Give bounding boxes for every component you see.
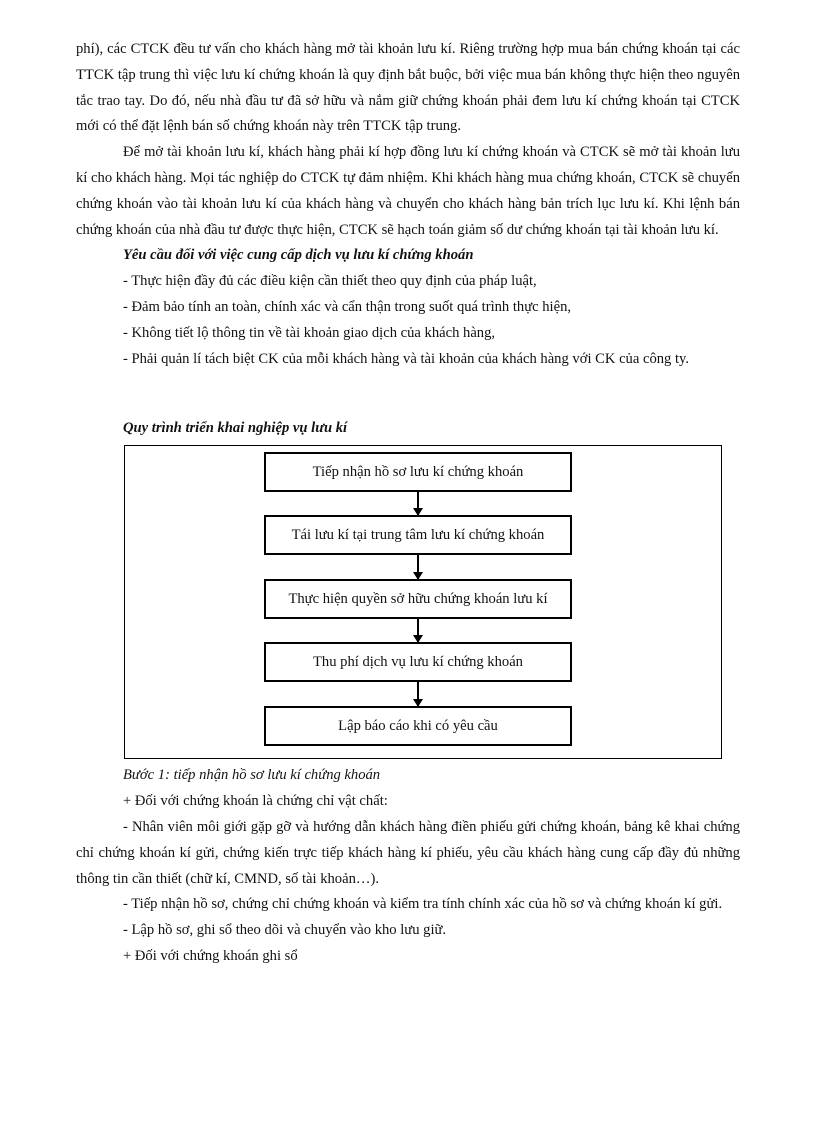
flow-step-re-deposit: Tái lưu kí tại trung tâm lưu kí chứng khoán: [264, 515, 572, 555]
paragraph-account-advice: phí), các CTCK đều tư vấn cho khách hàng mở tài khoản lưu kí. Riêng trường hợp mua bán chứng khoán tại các TTCK tập trung thì việc lưu kí chứng khoán là quy định bắt buộc, bởi việc mua bán không thực hiện theo nguyên tắc trao tay. Do đó, nếu nhà đầu tư đã sở hữu và nắm giữ chứng khoán phải đem lưu kí chứng khoán tại CTCK mới có thể đặt lệnh bán số chứng khoán này trên TTCK tập trung.: [76, 41, 740, 135]
flow-arrow-icon: [417, 492, 419, 515]
step1-title: Bước 1: tiếp nhận hồ sơ lưu kí chứng khoán: [123, 767, 381, 784]
paragraph-open-account: Để mở tài khoản lưu kí, khách hàng phải kí hợp đồng lưu kí chứng khoán và CTCK sẽ mở tài khoản lưu kí cho khách hàng. Mọi tác nghiệp do CTCK tự đảm nhiệm. Khi khách hàng mua chứng khoán, CTCK sẽ chuyển chứng khoán vào tài khoản lưu kí của khách hàng và chuyển cho khách hàng bản trích lục lưu kí. Khi lệnh bán chứng khoán của nhà đầu tư được thực hiện, CTCK sẽ hạch toán giảm số dư chứng khoán tại tài khoản lưu kí.: [76, 144, 740, 238]
requirement-item: - Thực hiện đầy đủ các điều kiện cần thiết theo quy định của pháp luật,: [123, 273, 537, 290]
flow-step-receive-dossier: Tiếp nhận hồ sơ lưu kí chứng khoán: [264, 452, 572, 492]
requirement-item: - Phải quản lí tách biệt CK của mỗi khách hàng và tài khoản của khách hàng với CK của công ty.: [123, 350, 690, 367]
physical-securities-heading: + Đối với chứng khoán là chứng chỉ vật chất:: [123, 793, 388, 810]
process-title: Quy trình triển khai nghiệp vụ lưu kí: [123, 420, 348, 437]
process-flowchart: [124, 445, 722, 759]
flow-step-collect-fees: Thu phí dịch vụ lưu kí chứng khoán: [264, 642, 572, 682]
book-entry-heading: + Đối với chứng khoán ghi sổ: [123, 947, 298, 964]
flow-step-report: Lập báo cáo khi có yêu cầu: [264, 706, 572, 746]
flow-step-ownership-rights: Thực hiện quyền sở hữu chứng khoán lưu kí: [264, 579, 572, 619]
flow-arrow-icon: [417, 619, 419, 642]
requirement-item: - Không tiết lộ thông tin về tài khoản giao dịch của khách hàng,: [123, 324, 496, 341]
step1-line: - Tiếp nhận hồ sơ, chứng chỉ chứng khoán và kiểm tra tính chính xác của hồ sơ và chứng khoán kí gửi.: [123, 896, 723, 913]
requirements-heading: Yêu cầu đối với việc cung cấp dịch vụ lưu kí chứng khoán: [123, 247, 474, 264]
step1-line: - Nhân viên môi giới gặp gỡ và hướng dẫn khách hàng điền phiếu gửi chứng khoán, bảng kê khai chứng chỉ chứng khoán kí gửi, chứng kiến trực tiếp khách hàng kí phiếu, yêu cầu khách hàng cung cấp đầy đủ những thông tin cần thiết (chữ kí, CMND, số tài khoản…).: [76, 818, 740, 887]
requirement-item: - Đảm bảo tính an toàn, chính xác và cẩn thận trong suốt quá trình thực hiện,: [123, 298, 572, 315]
flow-arrow-icon: [417, 555, 419, 579]
spacer: [76, 372, 740, 417]
step1-line: - Lập hồ sơ, ghi sổ theo dõi và chuyển vào kho lưu giữ.: [123, 922, 447, 939]
document-page: [76, 37, 740, 970]
flow-arrow-icon: [417, 682, 419, 706]
